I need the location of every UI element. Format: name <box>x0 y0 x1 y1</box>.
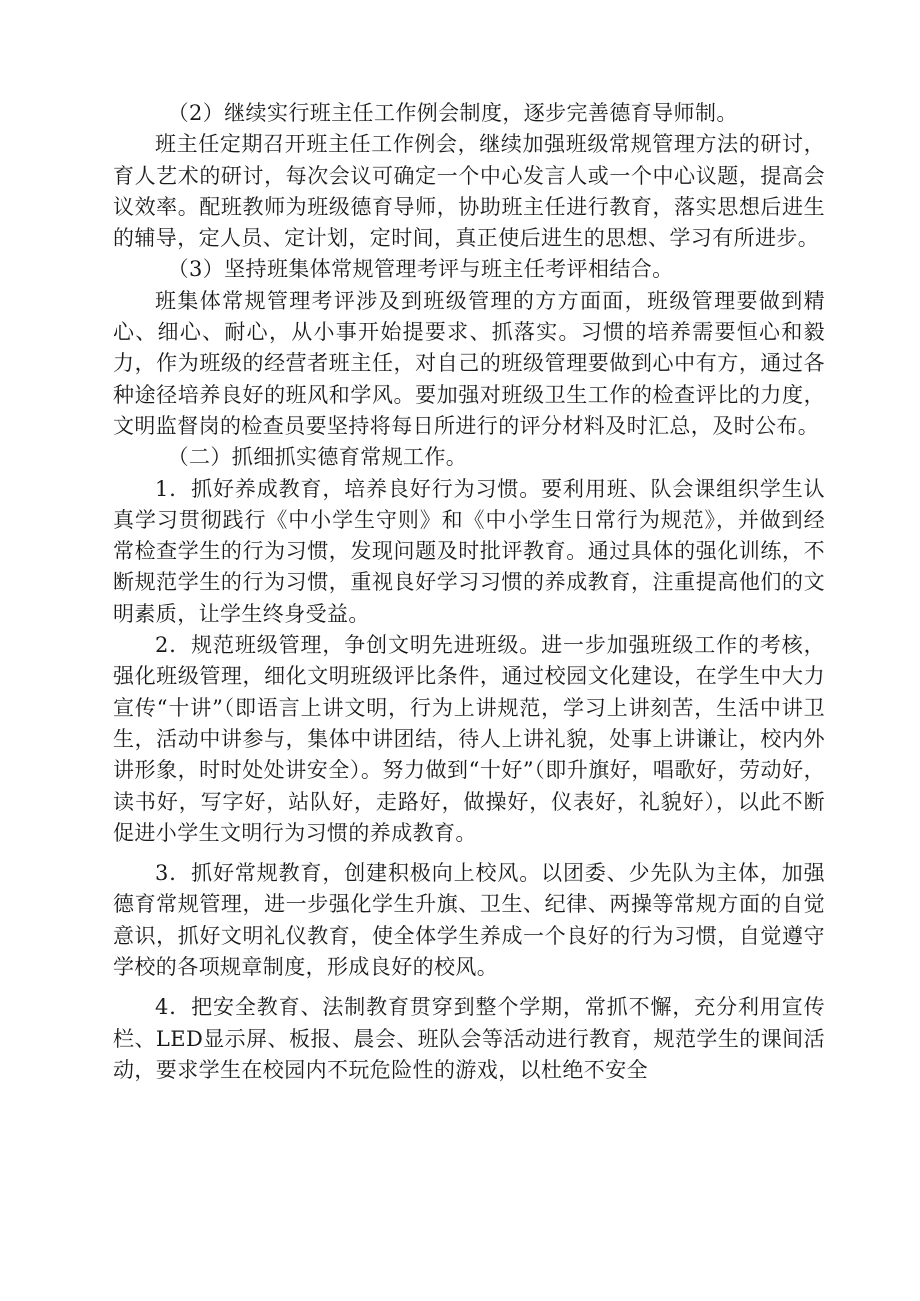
paragraph-item-4: 4．把安全教育、法制教育贯穿到整个学期，常抓不懈，充分利用宣传栏、LED显示屏、板报、晨会、班队会等活动进行教育，规范学生的课间活动，要求学生在校园内不玩危险性的游戏，以杜绝不安全 <box>113 995 825 1082</box>
paragraph-class-meeting: 班主任定期召开班主任工作例会，继续加强班级常规管理方法的研讨，育人艺术的研讨，每次会议可确定一个中心发言人或一个中心议题，提高会议效率。配班教师为班级德育导师，协助班主任进行教育，落实思想后进生的辅导，定人员、定计划，定时间，真正使后进生的思想、学习有所进步。 <box>113 132 825 251</box>
paragraph-heading-3: （3）坚持班集体常规管理考评与班主任考评相结合。 <box>167 257 674 282</box>
paragraph-item-3: 3．抓好常规教育，创建积极向上校风。以团委、少先队为主体，加强德育常规管理，进一步强化学生升旗、卫生、纪律、两操等常规方面的自觉意识，抓好文明礼仪教育，使全体学生养成一个良好的行为习惯，自觉遵守学校的各项规章制度，形成良好的校风。 <box>113 861 825 980</box>
document-body <box>113 98 825 1086</box>
paragraph-item-2: 2．规范班级管理，争创文明先进班级。进一步加强班级工作的考核，强化班级管理，细化文明班级评比条件，通过校园文化建设，在学生中大力宣传“十讲”（即语言上讲文明，行为上讲规范，学习上讲刻苦，生活中讲卫生，活动中讲参与，集体中讲团结，待人上讲礼貌，处事上讲谦让，校内外讲形象，时时处处讲安全）。努力做到“十好”（即升旗好，唱歌好，劳动好，读书好，写字好，站队好，走路好，做操好，仪表好，礼貌好），以此不断促进小学生文明行为习惯的养成教育。 <box>113 633 825 845</box>
section-heading-two: （二）抓细抓实德育常规工作。 <box>167 445 468 470</box>
paragraph-heading-2: （2）继续实行班主任工作例会制度，逐步完善德育导师制。 <box>167 101 738 125</box>
paragraph-item-1: 1．抓好养成教育，培养良好行为习惯。要利用班、队会课组织学生认真学习贯彻践行《中小学生守则》和《中小学生日常行为规范》，并做到经常检查学生的行为习惯，发现问题及时批评教育。通过具体的强化训练，不断规范学生的行为习惯，重视良好学习习惯的养成教育，注重提高他们的文明素质，让学生终身受益。 <box>113 476 825 626</box>
paragraph-class-evaluation: 班集体常规管理考评涉及到班级管理的方方面面，班级管理要做到精心、细心、耐心，从小事开始提要求、抓落实。习惯的培养需要恒心和毅力，作为班级的经营者班主任，对自己的班级管理要做到心中有方，通过各种途径培养良好的班风和学风。要加强对班级卫生工作的检查评比的力度，文明监督岗的检查员要坚持将每日所进行的评分材料及时汇总，及时公布。 <box>113 288 825 438</box>
